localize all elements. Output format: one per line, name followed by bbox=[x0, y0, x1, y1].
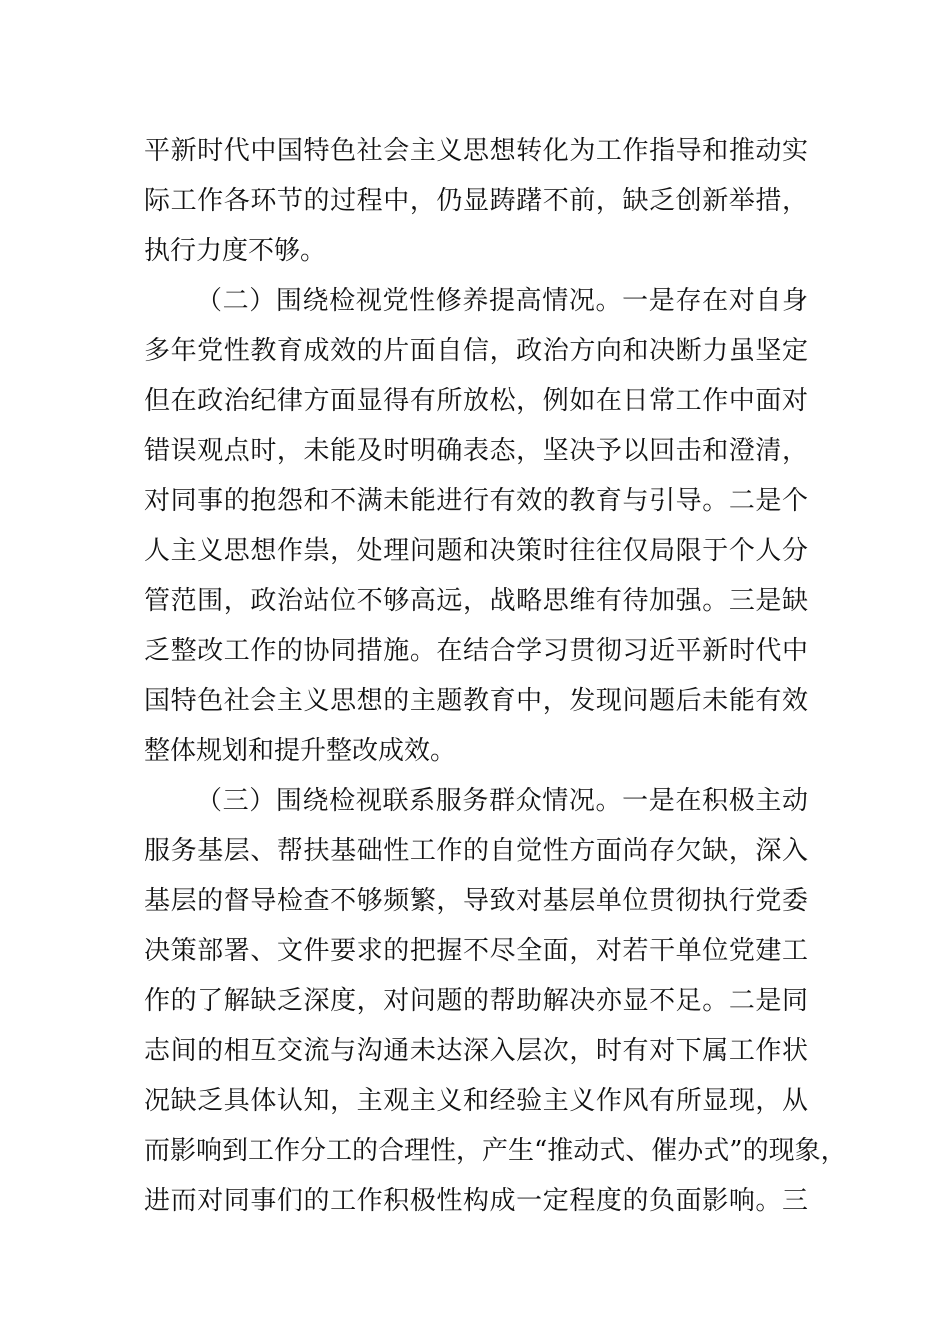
text-line: 国特色社会主义思想的主题教育中，发现问题后未能有效 bbox=[144, 686, 808, 716]
text-line: 但在政治纪律方面显得有所放松，例如在日常工作中面对 bbox=[144, 386, 808, 416]
document-body bbox=[144, 126, 847, 1226]
text-line: 进而对同事们的工作积极性构成一定程度的负面影响。三 bbox=[144, 1186, 808, 1216]
text-line: 而影响到工作分工的合理性，产生“推动式、催办式”的现象， bbox=[144, 1136, 847, 1166]
text-line: 错误观点时，未能及时明确表态，坚决予以回击和澄清， bbox=[144, 436, 808, 466]
paragraph-heading-line: （二）围绕检视党性修养提高情况。一是存在对自身 bbox=[196, 286, 808, 316]
text-line: 基层的督导检查不够频繁，导致对基层单位贯彻执行党委 bbox=[144, 886, 808, 916]
text-line: 决策部署、文件要求的把握不尽全面，对若干单位党建工 bbox=[144, 936, 808, 966]
text-line: 对同事的抱怨和不满未能进行有效的教育与引导。二是个 bbox=[144, 486, 808, 516]
text-line: 际工作各环节的过程中，仍显踌躇不前，缺乏创新举措， bbox=[144, 186, 808, 216]
text-line: 志间的相互交流与沟通未达深入层次，时有对下属工作状 bbox=[144, 1036, 808, 1066]
text-line: 整体规划和提升整改成效。 bbox=[144, 736, 457, 766]
text-line: 况缺乏具体认知，主观主义和经验主义作风有所显现，从 bbox=[144, 1086, 808, 1116]
text-line: 平新时代中国特色社会主义思想转化为工作指导和推动实 bbox=[144, 136, 808, 166]
text-line: 管范围，政治站位不够高远，战略思维有待加强。三是缺 bbox=[144, 586, 808, 616]
text-line: 作的了解缺乏深度，对问题的帮助解决亦显不足。二是同 bbox=[144, 986, 808, 1016]
paragraph-heading-line: （三）围绕检视联系服务群众情况。一是在积极主动 bbox=[196, 786, 808, 816]
text-line: 执行力度不够。 bbox=[144, 236, 327, 266]
text-line: 多年党性教育成效的片面自信，政治方向和决断力虽坚定 bbox=[144, 336, 808, 366]
text-line: 服务基层、帮扶基础性工作的自觉性方面尚存欠缺，深入 bbox=[144, 836, 808, 866]
text-line: 乏整改工作的协同措施。在结合学习贯彻习近平新时代中 bbox=[144, 636, 808, 666]
text-line: 人主义思想作祟，处理问题和决策时往往仅局限于个人分 bbox=[144, 536, 808, 566]
